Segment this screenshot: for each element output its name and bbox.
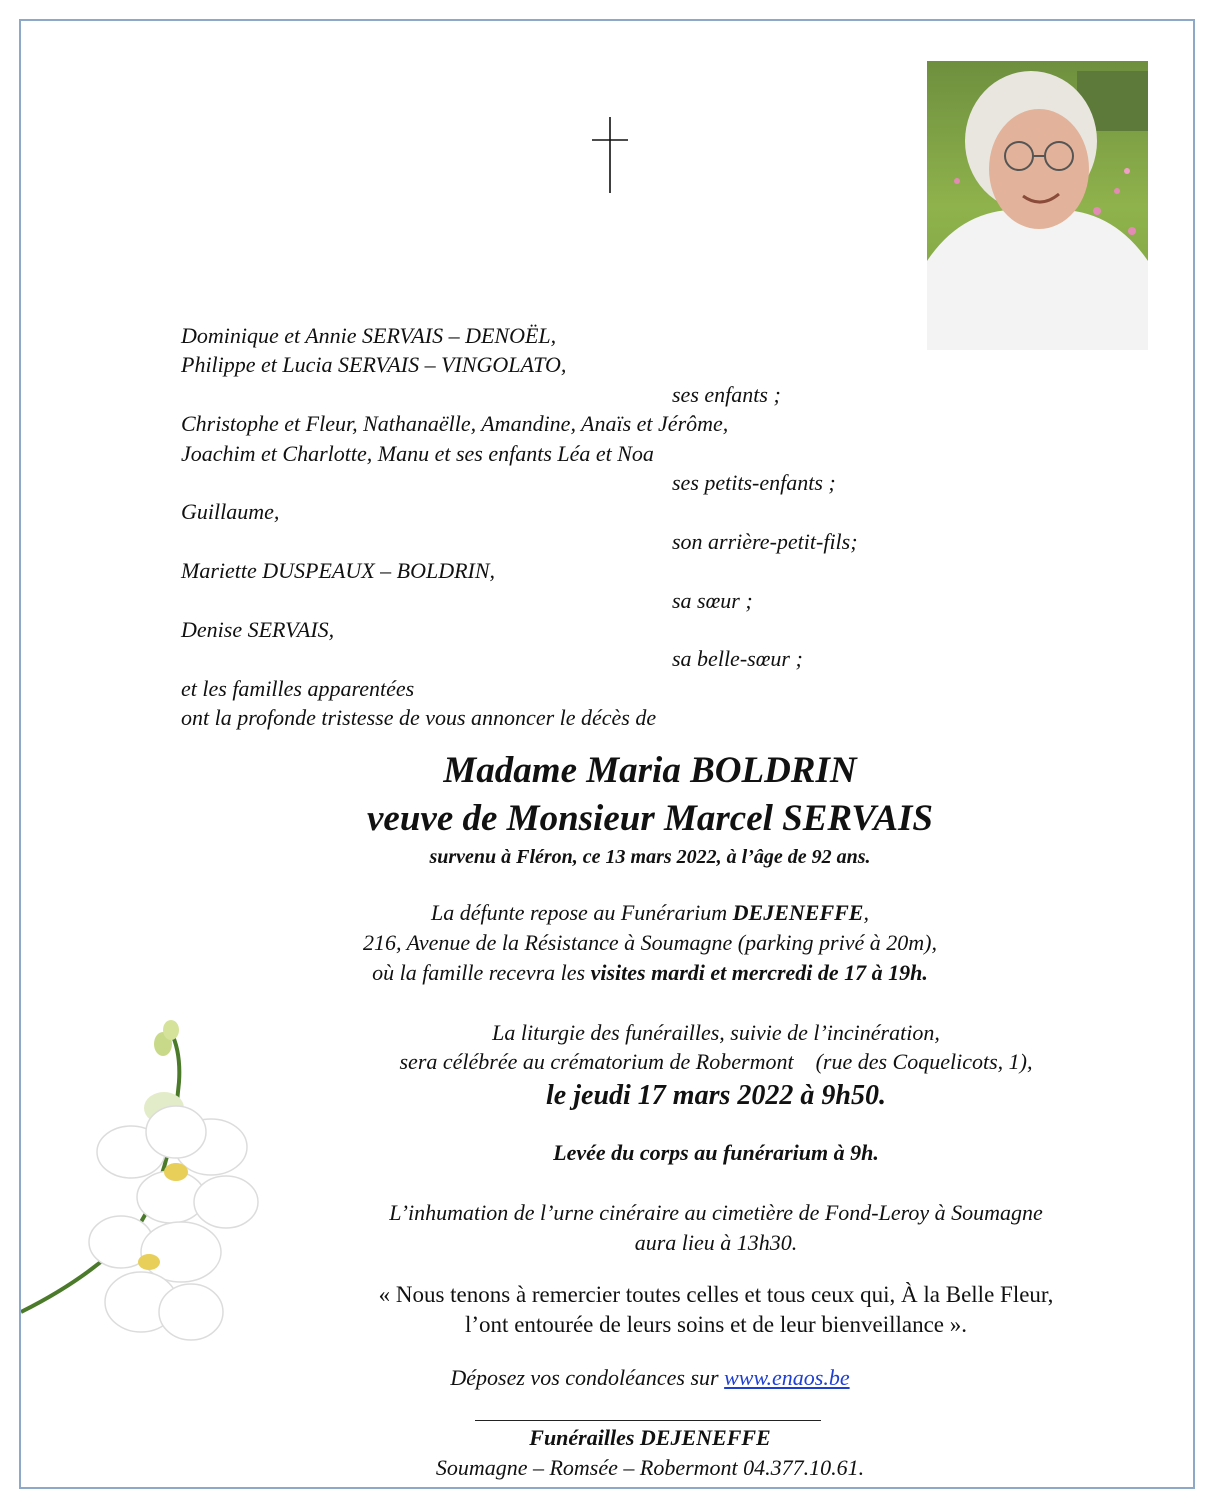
cross-icon <box>592 117 628 193</box>
liturgy-line-1: La liturgie des funérailles, suivie de l’incinération, <box>492 1020 940 1045</box>
family-line: Guillaume, <box>181 499 280 525</box>
inhumation-line-1: L’inhumation de l’urne cinéraire au cimetière de Fond-Leroy à Soumagne <box>389 1200 1043 1225</box>
repose-line-1 <box>200 898 1100 928</box>
widow-of: veuve de Monsieur Marcel SERVAIS <box>366 798 934 839</box>
family-line: Denise SERVAIS, <box>181 616 335 642</box>
relation-label: son arrière-petit-fils; <box>672 528 858 554</box>
funeral-company: Funérailles DEJENEFFE <box>529 1425 771 1450</box>
liturgy-line-2: sera célébrée au crématorium de Robermont (rue des Coquelicots, 1), <box>399 1049 1033 1074</box>
family-line: Dominique et Annie SERVAIS – DENOËL, <box>181 323 557 348</box>
condolences-link[interactable]: www.enaos.be <box>724 1365 850 1390</box>
levee-du-corps: Levée du corps au funérarium à 9h. <box>553 1140 879 1165</box>
family-line: Joachim et Charlotte, Manu et ses enfants Léa et Noa <box>181 440 654 466</box>
visits-hours: visites mardi et mercredi de 17 à 19h. <box>590 960 928 985</box>
repose-address: 216, Avenue de la Résistance à Soumagne (parking privé à 20m), <box>363 930 937 955</box>
ceremony-date: le jeudi 17 mars 2022 à 9h50. <box>546 1080 886 1111</box>
relation-label: ses petits-enfants ; <box>672 469 836 495</box>
visits-text: où la famille recevra les <box>372 960 591 985</box>
condolences-text: Déposez vos condoléances sur <box>450 1365 725 1390</box>
family-line: Mariette DUSPEAUX – BOLDRIN, <box>181 558 496 584</box>
inhumation-line-2: aura lieu à 13h30. <box>634 1230 798 1255</box>
family-line: et les familles apparentées <box>181 675 415 701</box>
death-details: survenu à Fléron, ce 13 mars 2022, à l’âge de 92 ans. <box>429 846 871 868</box>
family-line: Christophe et Fleur, Nathanaëlle, Amandine, Anaïs et Jérôme, <box>181 411 729 437</box>
repose-text: La défunte repose au Funérarium <box>431 900 733 925</box>
company-locations: Soumagne – Romsée – Robermont 04.377.10.61. <box>435 1455 865 1480</box>
condolences-line <box>200 1363 1100 1393</box>
relation-label: ses enfants ; <box>672 381 781 407</box>
repose-punct: , <box>863 900 869 925</box>
repose-line-3 <box>200 958 1100 988</box>
family-line: ont la profonde tristesse de vous annoncer le décès de <box>181 705 657 731</box>
orchid-illustration <box>21 1012 301 1364</box>
family-list <box>181 321 941 732</box>
footer-divider <box>475 1420 821 1421</box>
thanks-line-2: l’ont entourée de leurs soins et de leur bienveillance ». <box>465 1312 967 1337</box>
family-line: Philippe et Lucia SERVAIS – VINGOLATO, <box>181 352 567 378</box>
relation-label: sa belle-sœur ; <box>672 646 803 672</box>
relation-label: sa sœur ; <box>672 587 753 613</box>
portrait-photo <box>927 61 1148 350</box>
thanks-line-1: « Nous tenons à remercier toutes celles et tous ceux qui, À la Belle Fleur, <box>378 1282 1054 1307</box>
funerarium-name: DEJENEFFE <box>732 900 864 925</box>
deceased-name: Madame Maria BOLDRIN <box>443 750 857 791</box>
